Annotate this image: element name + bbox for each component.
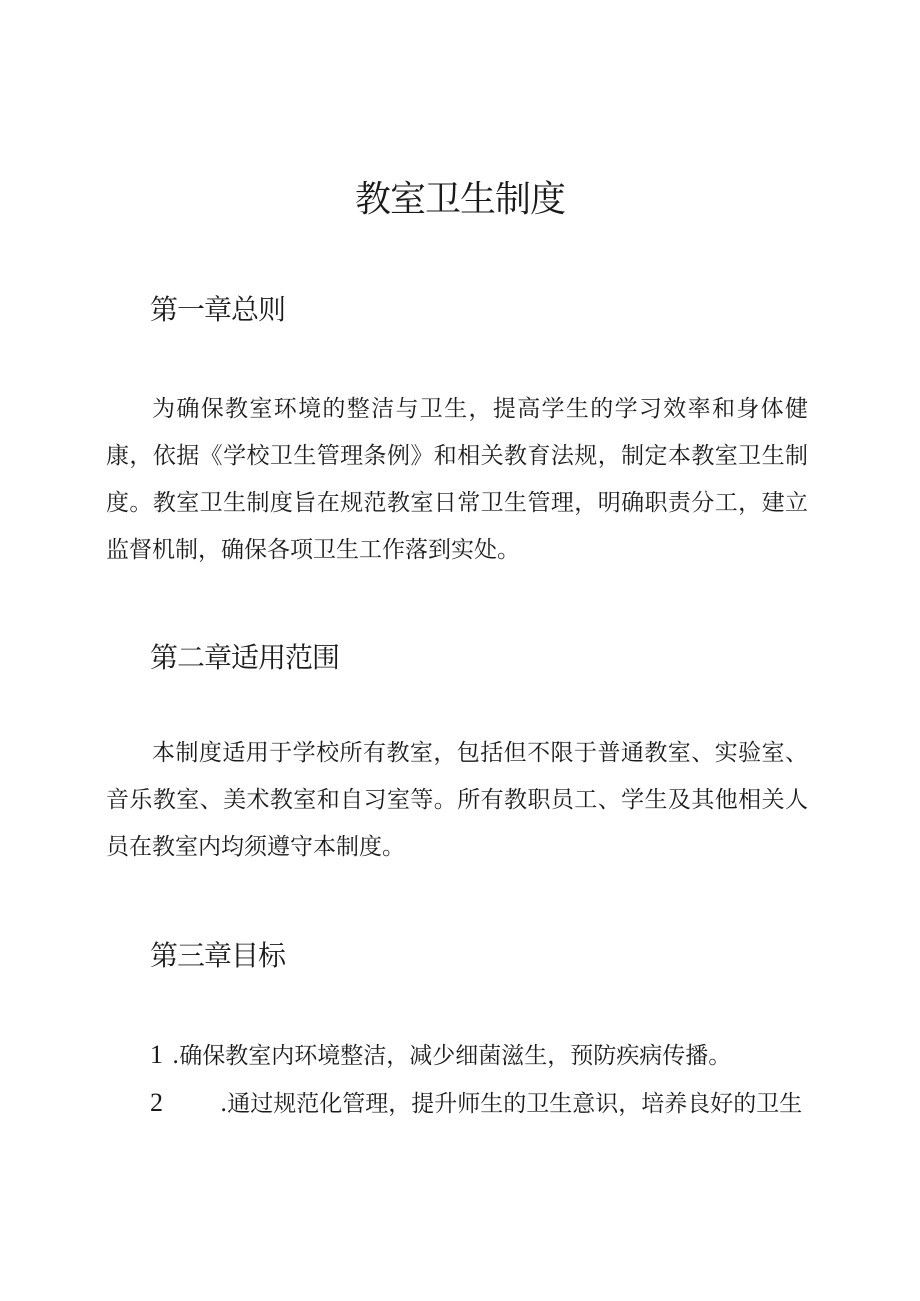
chapter-1-heading: 第一章总则: [150, 293, 286, 326]
document-title: 教室卫生制度: [354, 179, 565, 220]
chapter-2-body: 本制度适用于学校所有教室，包括但不限于普通教室、实验室、音乐教室、美术教室和自习室等。所有教职员工、学生及其他相关人员在教室内均须遵守本制度。: [106, 740, 808, 860]
list-item: [150, 1083, 802, 1124]
list-item-text: .通过规范化管理，提升师生的卫生意识，培养良好的卫生: [220, 1091, 803, 1117]
chapter-3-heading: 第三章目标: [150, 939, 286, 972]
list-item-number: 2: [150, 1088, 163, 1117]
chapter-2-heading: 第二章适用范围: [150, 641, 340, 674]
chapter-1-body: 为确保教室环境的整洁与卫生，提高学生的学习效率和身体健康，依据《学校卫生管理条例》和相关教育法规，制定本教室卫生制度。教室卫生制度旨在规范教室日常卫生管理，明确职责分工，建立监督机制，确保各项卫生工作落到实处。: [106, 396, 808, 563]
list-item: [150, 1035, 731, 1076]
list-item-number: 1: [150, 1040, 163, 1069]
list-item-text: .确保教室内环境整洁，减少细菌滋生，预防疾病传播。: [172, 1043, 732, 1069]
